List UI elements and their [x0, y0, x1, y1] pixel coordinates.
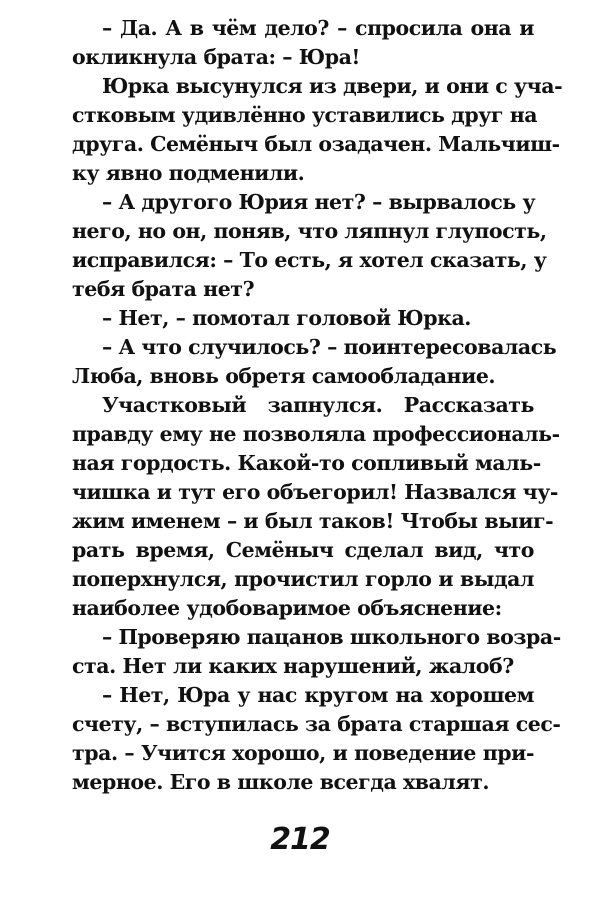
text-line: – А другого Юрия нет? – вырвалось у: [102, 190, 536, 214]
text-line: стковым удивлённо уставились друг на: [72, 103, 538, 127]
text-line: счету, – вступилась за брата старшая сес-: [72, 712, 561, 736]
text-line: Люба, вновь обретя самообладание.: [72, 364, 496, 388]
text-line: правду ему не позволяла профессиональ-: [72, 422, 560, 446]
text-line: – Проверяю пацанов школьного возра-: [102, 625, 561, 649]
text-line: него, но он, поняв, что ляпнул глупость,: [72, 219, 547, 243]
text-line: тебя брата нет?: [72, 277, 255, 301]
page-body: [72, 14, 563, 797]
text-line: тра. – Учится хорошо, и поведение при-: [72, 741, 534, 765]
text-line: Юрка высунулся из двери, и они с уча-: [102, 74, 563, 98]
text-line: рать время, Семёныч сделал вид, что: [72, 538, 534, 562]
text-line: – Да. А в чём дело? – спросила она и: [102, 16, 534, 40]
text-line: – А что случилось? – поинтересовалась: [102, 335, 557, 359]
text-line: ная гордость. Какой-то сопливый маль-: [72, 451, 541, 475]
text-line: окликнула брата: – Юра!: [72, 45, 360, 69]
page-number: 212: [270, 822, 330, 857]
text-line: мерное. Его в школе всегда хвалят.: [72, 770, 490, 794]
text-line: – Нет, – помотал головой Юрка.: [102, 306, 471, 330]
text-line: наиболее удобоваримое объяснение:: [72, 596, 502, 620]
text-line: Участковый запнулся. Рассказать: [102, 393, 534, 417]
text-line: ста. Нет ли каких нарушений, жалоб?: [72, 654, 514, 678]
text-line: поперхнулся, прочистил горло и выдал: [72, 567, 534, 591]
text-line: чишка и тут его объегорил! Назвался чу-: [72, 480, 558, 504]
text-line: друга. Семёныч был озадачен. Мальчиш-: [72, 132, 560, 156]
text-line: исправился: – То есть, я хотел сказать, у: [72, 248, 547, 272]
text-line: – Нет, Юра у нас кругом на хорошем: [102, 683, 534, 707]
text-line: ку явно подменили.: [72, 161, 305, 185]
text-line: жим именем – и был таков! Чтобы выиг-: [72, 509, 554, 533]
